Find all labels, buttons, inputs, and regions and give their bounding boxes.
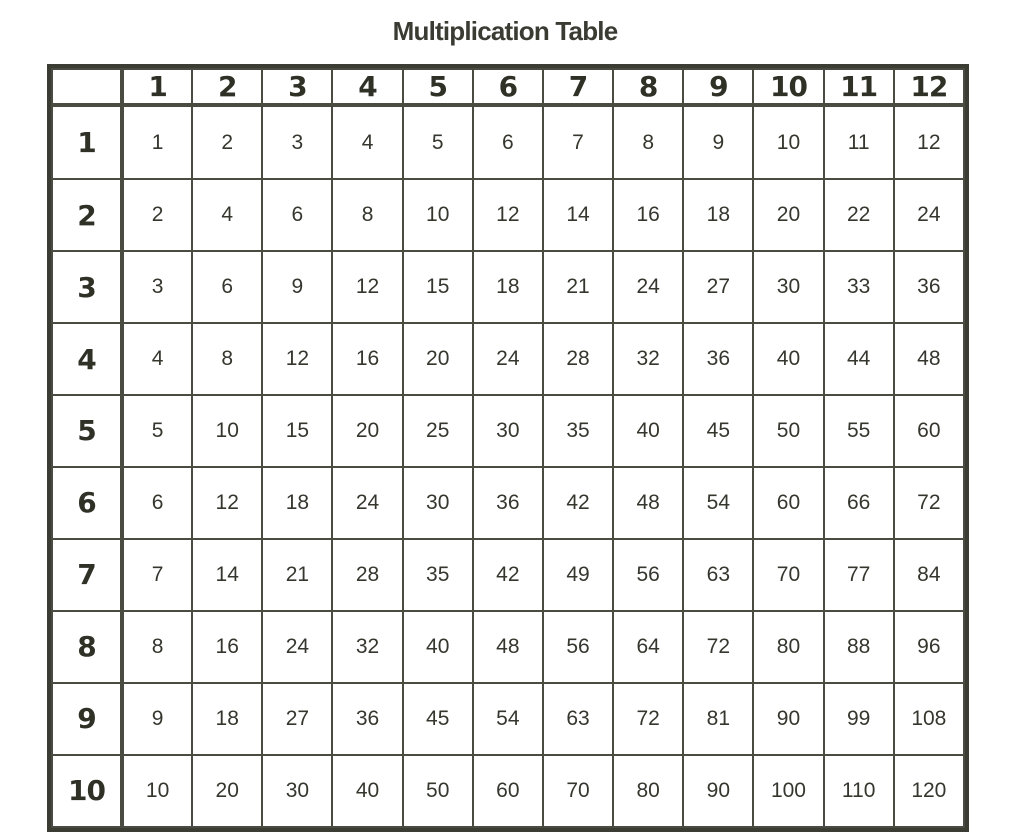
product-cell: 35 xyxy=(403,539,473,611)
table-row xyxy=(52,539,964,611)
product-cell: 40 xyxy=(403,611,473,683)
column-header: 11 xyxy=(824,69,894,105)
product-cell: 7 xyxy=(122,539,192,611)
product-cell: 11 xyxy=(824,105,894,179)
row-header: 9 xyxy=(52,683,122,755)
product-cell: 56 xyxy=(543,611,613,683)
product-cell: 32 xyxy=(332,611,402,683)
product-cell: 9 xyxy=(122,683,192,755)
product-cell: 3 xyxy=(122,251,192,323)
product-cell: 30 xyxy=(262,755,332,827)
product-cell: 27 xyxy=(683,251,753,323)
row-header: 4 xyxy=(52,323,122,395)
column-header: 7 xyxy=(543,69,613,105)
column-header: 12 xyxy=(894,69,964,105)
product-cell: 120 xyxy=(894,755,964,827)
table-body xyxy=(52,105,964,827)
product-cell: 12 xyxy=(894,105,964,179)
row-header: 5 xyxy=(52,395,122,467)
product-cell: 36 xyxy=(894,251,964,323)
product-cell: 45 xyxy=(683,395,753,467)
product-cell: 20 xyxy=(192,755,262,827)
product-cell: 1 xyxy=(122,105,192,179)
product-cell: 110 xyxy=(824,755,894,827)
product-cell: 70 xyxy=(753,539,823,611)
product-cell: 4 xyxy=(332,105,402,179)
product-cell: 21 xyxy=(262,539,332,611)
row-header: 1 xyxy=(52,105,122,179)
product-cell: 40 xyxy=(613,395,683,467)
product-cell: 18 xyxy=(192,683,262,755)
product-cell: 36 xyxy=(683,323,753,395)
column-header: 3 xyxy=(262,69,332,105)
product-cell: 66 xyxy=(824,467,894,539)
product-cell: 80 xyxy=(753,611,823,683)
column-header: 5 xyxy=(403,69,473,105)
product-cell: 48 xyxy=(613,467,683,539)
product-cell: 28 xyxy=(543,323,613,395)
row-header: 2 xyxy=(52,179,122,251)
product-cell: 7 xyxy=(543,105,613,179)
product-cell: 5 xyxy=(122,395,192,467)
product-cell: 24 xyxy=(894,179,964,251)
product-cell: 8 xyxy=(122,611,192,683)
product-cell: 77 xyxy=(824,539,894,611)
table-row xyxy=(52,755,964,827)
product-cell: 88 xyxy=(824,611,894,683)
row-header: 6 xyxy=(52,467,122,539)
product-cell: 36 xyxy=(332,683,402,755)
product-cell: 22 xyxy=(824,179,894,251)
table-row xyxy=(52,179,964,251)
table-row xyxy=(52,683,964,755)
product-cell: 70 xyxy=(543,755,613,827)
product-cell: 60 xyxy=(753,467,823,539)
product-cell: 20 xyxy=(403,323,473,395)
product-cell: 42 xyxy=(543,467,613,539)
product-cell: 48 xyxy=(894,323,964,395)
page-title: Multiplication Table xyxy=(392,16,618,46)
product-cell: 50 xyxy=(753,395,823,467)
table-row xyxy=(52,323,964,395)
product-cell: 90 xyxy=(753,683,823,755)
row-header: 7 xyxy=(52,539,122,611)
table-row xyxy=(52,105,964,179)
column-header: 10 xyxy=(753,69,823,105)
product-cell: 12 xyxy=(332,251,402,323)
product-cell: 27 xyxy=(262,683,332,755)
table-row xyxy=(52,395,964,467)
product-cell: 32 xyxy=(613,323,683,395)
product-cell: 2 xyxy=(122,179,192,251)
product-cell: 10 xyxy=(753,105,823,179)
product-cell: 42 xyxy=(473,539,543,611)
table-row xyxy=(52,611,964,683)
product-cell: 72 xyxy=(613,683,683,755)
product-cell: 6 xyxy=(192,251,262,323)
product-cell: 18 xyxy=(683,179,753,251)
product-cell: 63 xyxy=(543,683,613,755)
column-header: 2 xyxy=(192,69,262,105)
product-cell: 84 xyxy=(894,539,964,611)
product-cell: 2 xyxy=(192,105,262,179)
product-cell: 96 xyxy=(894,611,964,683)
product-cell: 55 xyxy=(824,395,894,467)
product-cell: 10 xyxy=(403,179,473,251)
product-cell: 9 xyxy=(683,105,753,179)
product-cell: 30 xyxy=(473,395,543,467)
product-cell: 8 xyxy=(192,323,262,395)
column-header: 6 xyxy=(473,69,543,105)
product-cell: 56 xyxy=(613,539,683,611)
product-cell: 6 xyxy=(262,179,332,251)
product-cell: 21 xyxy=(543,251,613,323)
product-cell: 60 xyxy=(473,755,543,827)
product-cell: 35 xyxy=(543,395,613,467)
product-cell: 14 xyxy=(543,179,613,251)
product-cell: 15 xyxy=(403,251,473,323)
product-cell: 48 xyxy=(473,611,543,683)
header-row xyxy=(52,69,964,105)
product-cell: 90 xyxy=(683,755,753,827)
product-cell: 44 xyxy=(824,323,894,395)
product-cell: 30 xyxy=(753,251,823,323)
product-cell: 8 xyxy=(332,179,402,251)
product-cell: 99 xyxy=(824,683,894,755)
product-cell: 20 xyxy=(753,179,823,251)
product-cell: 50 xyxy=(403,755,473,827)
product-cell: 12 xyxy=(473,179,543,251)
product-cell: 5 xyxy=(403,105,473,179)
product-cell: 33 xyxy=(824,251,894,323)
product-cell: 24 xyxy=(473,323,543,395)
product-cell: 40 xyxy=(753,323,823,395)
product-cell: 6 xyxy=(122,467,192,539)
product-cell: 54 xyxy=(683,467,753,539)
product-cell: 72 xyxy=(683,611,753,683)
row-header: 8 xyxy=(52,611,122,683)
table-row xyxy=(52,467,964,539)
product-cell: 54 xyxy=(473,683,543,755)
product-cell: 16 xyxy=(332,323,402,395)
product-cell: 81 xyxy=(683,683,753,755)
product-cell: 10 xyxy=(122,755,192,827)
product-cell: 4 xyxy=(192,179,262,251)
product-cell: 20 xyxy=(332,395,402,467)
product-cell: 8 xyxy=(613,105,683,179)
product-cell: 40 xyxy=(332,755,402,827)
product-cell: 100 xyxy=(753,755,823,827)
product-cell: 36 xyxy=(473,467,543,539)
product-cell: 14 xyxy=(192,539,262,611)
product-cell: 16 xyxy=(192,611,262,683)
product-cell: 72 xyxy=(894,467,964,539)
product-cell: 12 xyxy=(262,323,332,395)
product-cell: 18 xyxy=(262,467,332,539)
product-cell: 28 xyxy=(332,539,402,611)
product-cell: 3 xyxy=(262,105,332,179)
product-cell: 9 xyxy=(262,251,332,323)
multiplication-table xyxy=(51,68,965,828)
product-cell: 45 xyxy=(403,683,473,755)
product-cell: 49 xyxy=(543,539,613,611)
column-header: 9 xyxy=(683,69,753,105)
row-header: 3 xyxy=(52,251,122,323)
corner-cell xyxy=(52,69,122,105)
product-cell: 6 xyxy=(473,105,543,179)
product-cell: 108 xyxy=(894,683,964,755)
column-header: 8 xyxy=(613,69,683,105)
multiplication-table-frame xyxy=(47,64,969,832)
row-header: 10 xyxy=(52,755,122,827)
product-cell: 4 xyxy=(122,323,192,395)
product-cell: 64 xyxy=(613,611,683,683)
product-cell: 10 xyxy=(192,395,262,467)
product-cell: 63 xyxy=(683,539,753,611)
product-cell: 24 xyxy=(332,467,402,539)
product-cell: 18 xyxy=(473,251,543,323)
column-header: 4 xyxy=(332,69,402,105)
product-cell: 25 xyxy=(403,395,473,467)
product-cell: 15 xyxy=(262,395,332,467)
product-cell: 60 xyxy=(894,395,964,467)
product-cell: 30 xyxy=(403,467,473,539)
product-cell: 12 xyxy=(192,467,262,539)
table-row xyxy=(52,251,964,323)
product-cell: 24 xyxy=(262,611,332,683)
product-cell: 80 xyxy=(613,755,683,827)
product-cell: 16 xyxy=(613,179,683,251)
product-cell: 24 xyxy=(613,251,683,323)
column-header: 1 xyxy=(122,69,192,105)
